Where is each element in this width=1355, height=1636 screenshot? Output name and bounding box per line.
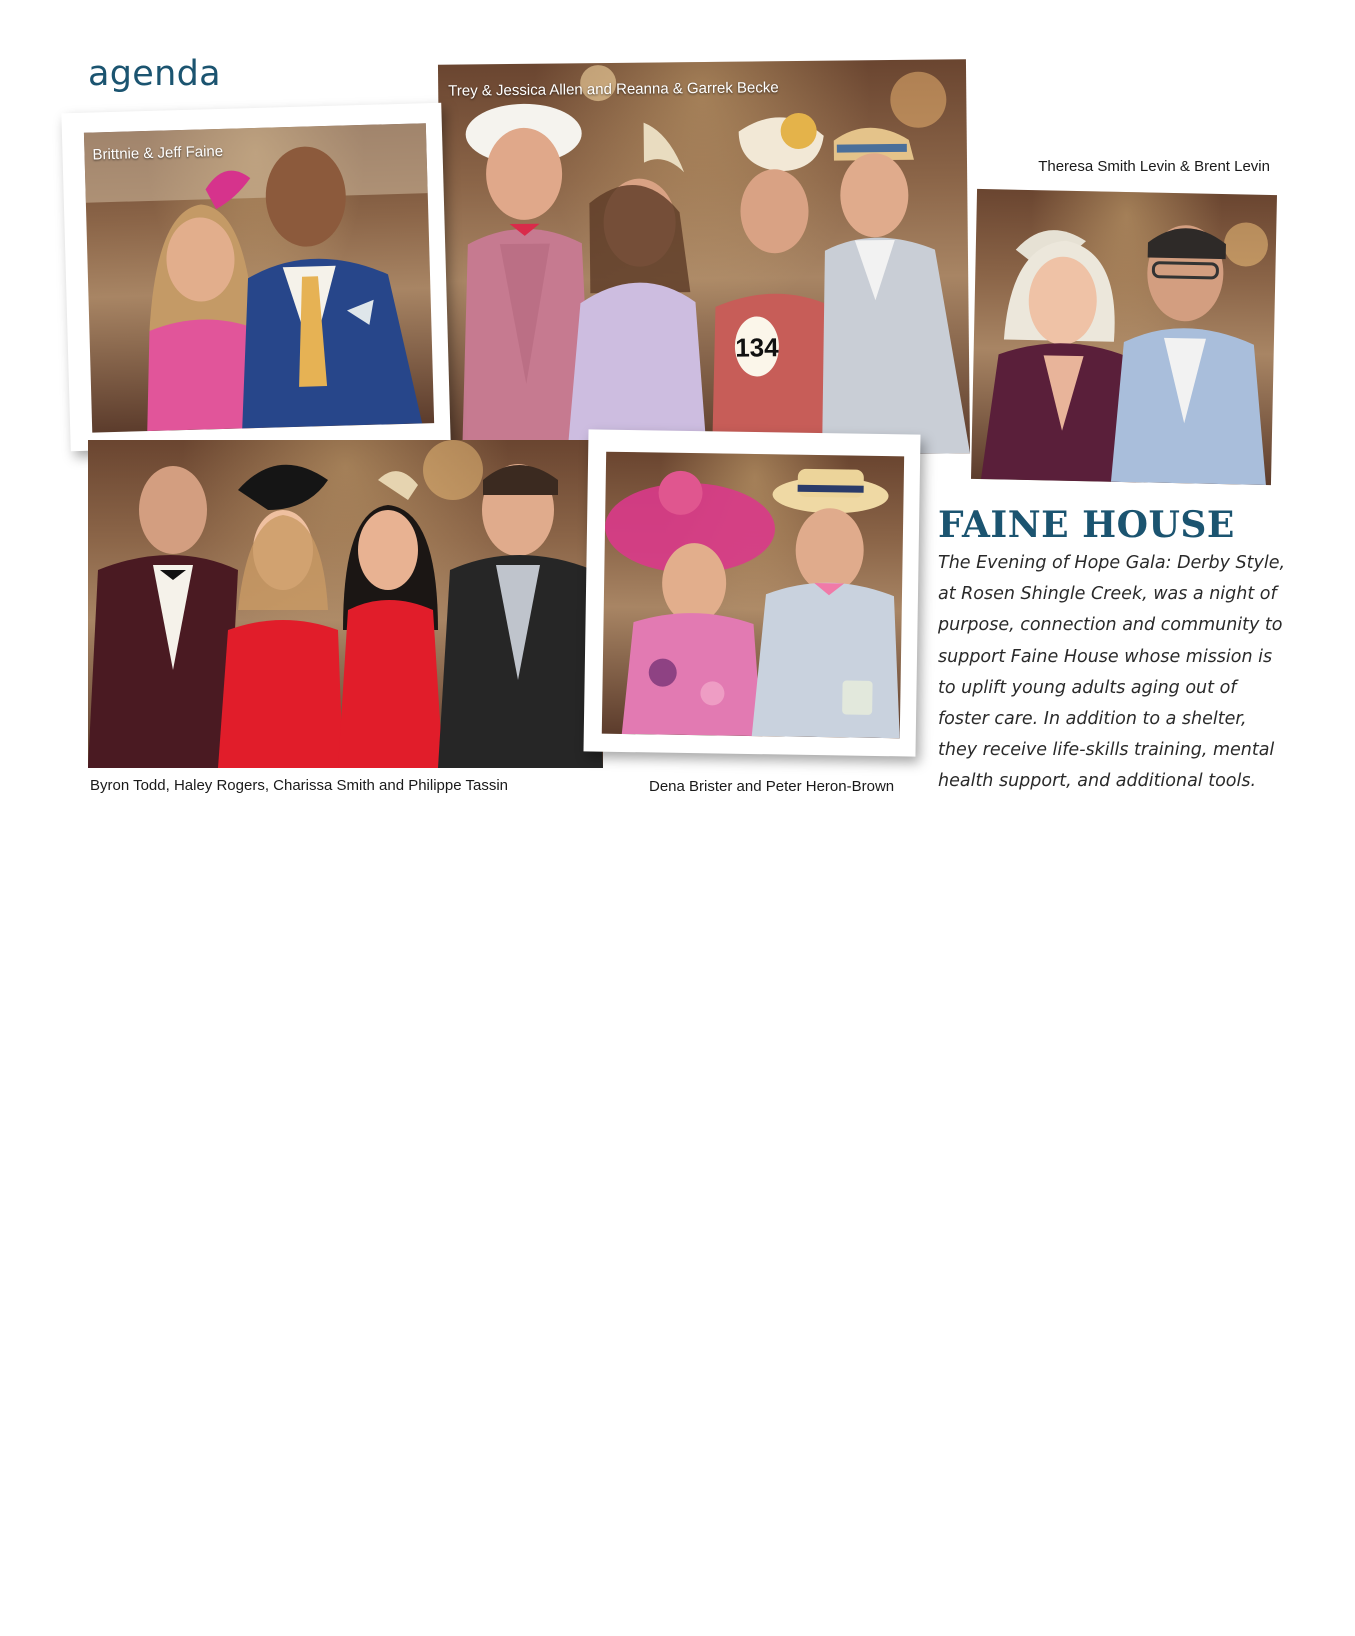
- article-body: [938, 548, 1286, 798]
- photo-caption: Brittnie & Jeff Faine: [92, 142, 224, 164]
- photo-caption: Dena Brister and Peter Heron-Brown: [649, 778, 895, 795]
- photo-frame-brister: [583, 429, 920, 756]
- section-label: agenda: [88, 54, 221, 94]
- article-body-line: The Evening of Hope Gala: Derby Style,: [938, 553, 1286, 573]
- article-body-line: health support, and additional tools.: [938, 771, 1257, 792]
- photo-frame-faine: [61, 103, 450, 451]
- photo-brister: [602, 452, 904, 739]
- article-headline: FAINE HOUSE: [938, 504, 1235, 546]
- photo-levin: [971, 189, 1277, 485]
- article-body-line: support Faine House whose mission is: [938, 646, 1273, 667]
- photo-caption: Trey & Jessica Allen and Reanna & Garrek Becke: [448, 79, 779, 100]
- article-body-line: at Rosen Shingle Creek, was a night of: [938, 584, 1277, 605]
- photo-caption: Byron Todd, Haley Rogers, Charissa Smith and Philippe Tassin: [90, 777, 508, 794]
- photo-todd-rogers: [88, 440, 603, 768]
- article-body-line: purpose, connection and community to: [938, 615, 1283, 636]
- bib-number: 134: [735, 332, 779, 363]
- article-body-line: to uplift young adults aging out of: [938, 677, 1237, 698]
- article-body-line: they receive life-skills training, mental: [938, 740, 1275, 761]
- photo-allen-becke: [438, 59, 970, 459]
- photo-caption: Theresa Smith Levin & Brent Levin: [1038, 158, 1270, 175]
- photo-faine: [84, 123, 434, 432]
- article-body-line: foster care. In addition to a shelter,: [938, 709, 1247, 730]
